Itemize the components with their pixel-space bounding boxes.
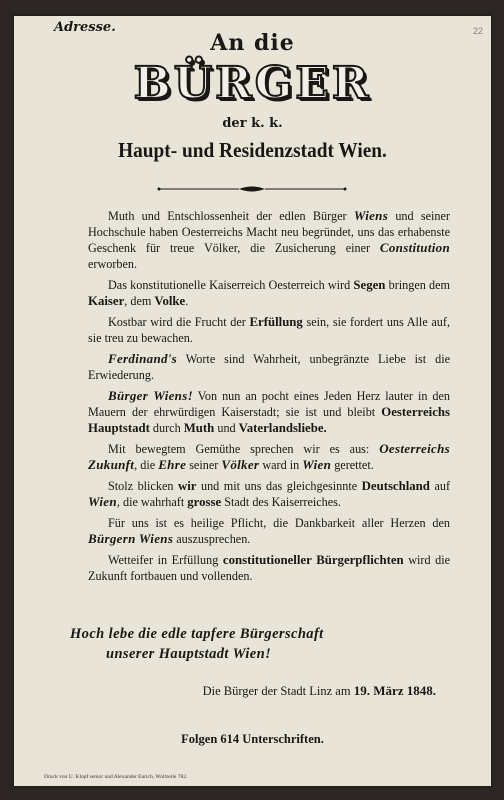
paragraph-text: seiner <box>186 458 222 472</box>
paragraph-text: ward in <box>259 458 303 472</box>
poster-sheet <box>14 16 491 786</box>
signature-date: 19. März 1848. <box>353 683 436 698</box>
paragraph-text: erworben. <box>88 257 138 271</box>
paragraph <box>88 388 450 436</box>
paragraph-text: Wetteifer in Erfüllung <box>108 553 223 567</box>
emphasis-text: Wiens <box>353 208 389 223</box>
paragraph <box>88 478 450 510</box>
archive-number: 22 <box>472 26 483 36</box>
emphasis-text: Vaterlandsliebe. <box>238 421 327 435</box>
signature-line <box>203 683 436 699</box>
emphasis-text: Deutschland <box>361 479 430 493</box>
emphasis-text: Wien <box>302 457 332 472</box>
paragraph-text: , die <box>134 458 159 472</box>
paragraph-text: durch <box>149 421 184 435</box>
paragraph-text: wird die Zukunft fortbauen und vollenden. <box>88 553 450 583</box>
paragraph-text: Für uns ist es heilige Pflicht, die Dankbarkeit aller Herzen den <box>108 516 450 530</box>
paragraph-text: sein, sie fordert uns Alle auf, sie treu zu bewachen. <box>88 315 450 345</box>
paragraph-text: , die wahrhaft <box>116 495 188 509</box>
paragraph <box>88 208 450 272</box>
emphasis-text: grosse <box>187 495 222 509</box>
title-der-kk: der k. k. <box>222 116 283 131</box>
paragraph-text: auf <box>429 479 450 493</box>
paragraph-text: Muth und Entschlossenheit der edlen Bürger <box>108 209 354 223</box>
emphasis-text: Erfüllung <box>249 315 303 329</box>
paragraph <box>88 552 450 584</box>
subscriptions-note: Folgen 614 Unterschriften. <box>181 732 324 746</box>
emphasis-text: wir <box>177 479 197 493</box>
paragraph-text: gerettet. <box>331 458 374 472</box>
paragraph-text: Stadt des Kaiserreiches. <box>221 495 341 509</box>
signature-text: Die Bürger der Stadt Linz am <box>202 684 354 698</box>
cheer-text <box>70 624 450 664</box>
emphasis-text: constitutioneller Bürgerpflichten <box>222 553 404 567</box>
paragraph <box>88 277 450 309</box>
paragraph-text: Stolz blicken <box>108 479 178 493</box>
emphasis-text: Wien <box>88 494 117 509</box>
paragraph-text: und seiner Hochschule haben Oesterreichs Macht neu begründet, uns das erhabenste Geschenk für treue Völker, die Zusicherung einer <box>88 209 450 255</box>
paragraph-text: und mit uns das gleichgesinnte <box>196 479 362 493</box>
emphasis-text: Segen <box>353 278 386 292</box>
emphasis-text: Oesterreichs Zukunft <box>88 441 450 472</box>
paragraph <box>88 314 450 346</box>
emphasis-text: Kaiser <box>88 294 125 308</box>
emphasis-text: Bürgern Wiens <box>88 531 174 546</box>
emphasis-text: Bürger Wiens! <box>108 388 193 403</box>
paragraph-text: Worte sind Wahrheit, unbegränzte Liebe ist die Erwiederung. <box>88 352 450 382</box>
paragraph <box>88 441 450 473</box>
paragraph <box>88 515 450 547</box>
emphasis-text: Constitution <box>379 240 450 255</box>
cheer-line-1: Hoch lebe die edle tapfere Bürgerschaft <box>70 626 324 642</box>
emphasis-text: Ferdinand's <box>108 351 178 366</box>
paragraph-text: auszusprechen. <box>173 532 251 546</box>
cheer-line-2: unserer Hauptstadt Wien! <box>106 646 272 662</box>
title-an-die: An die <box>210 30 295 56</box>
paragraph-text: Das konstitutionelle Kaiserreich Oesterreich wird <box>108 278 354 292</box>
title-city: Haupt- und Residenzstadt Wien. <box>118 138 387 162</box>
emphasis-text: Muth <box>183 421 215 435</box>
emphasis-text: Ehre <box>158 457 187 472</box>
emphasis-text: Oesterreichs Hauptstadt <box>88 405 450 435</box>
printer-imprint: Druck von U. Klopf senior und Alexander Eurich, Wollzeile 782. <box>44 774 188 780</box>
emphasis-text: Völker <box>221 457 260 472</box>
paragraph-text: . <box>185 294 189 308</box>
paragraph-text: bringen dem <box>385 278 450 292</box>
paragraph-text: und <box>214 421 239 435</box>
paragraph-text: Mit bewegtem Gemüthe sprechen wir es aus: <box>108 442 380 456</box>
emphasis-text: Volke <box>154 294 186 308</box>
adresse-label: Adresse. <box>54 20 116 35</box>
title-buerger: BÜRGER <box>133 58 372 109</box>
ornamental-divider <box>157 184 347 194</box>
paragraph <box>88 351 450 383</box>
paragraph-text: Kostbar wird die Frucht der <box>108 315 250 329</box>
paragraph-text: , dem <box>124 294 155 308</box>
proclamation-body <box>88 208 450 589</box>
paragraph-text: Von nun an pocht eines Jeden Herz lauter in den Mauern der ehrwürdigen Kaiserstadt; sie ist und bleibt <box>88 389 450 419</box>
